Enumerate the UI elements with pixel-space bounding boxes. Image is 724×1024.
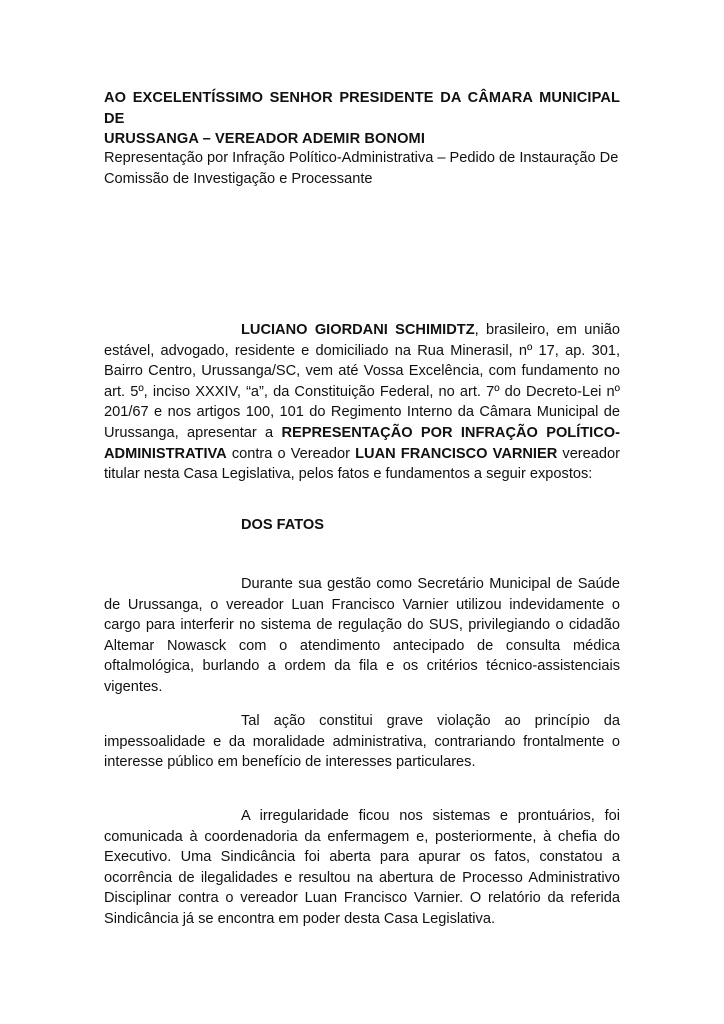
representation-title: REPRESENTAÇÃO POR INFRAÇÃO POLÍTICO-ADMINISTRATIVA [104,424,620,462]
petitioner-name: LUCIANO GIORDANI SCHIMIDTZ [241,322,475,338]
addressee-line-1: AO EXCELENTÍSSIMO SENHOR PRESIDENTE DA CÂMARA MUNICIPAL DE [104,90,620,127]
accused-name: LUAN FRANCISCO VARNIER [355,445,558,462]
facts-paragraph-3: A irregularidade ficou nos sistemas e prontuários, foi comunicada à coordenadoria da enfermagem e, posteriormente, à chefia do Executivo. Uma Sindicância foi aberta para apurar os fatos, constatou a ocorrência de ilegalidades e resultou na abertura de Processo Administrativo Disciplinar contra o vereador Luan Francisco Varnier. O relatório da referida Sindicância já se encontra em poder desta Casa Legislativa. [104,808,620,927]
section-title-facts: DOS FATOS [241,517,324,533]
addressee-heading [104,88,620,150]
intro-text-3: vereador titular nesta Casa Legislativa, pelos fatos e fundamentos a seguir expostos: [104,445,620,483]
intro-text-1: , brasileiro, em união estável, advogado, residente e domiciliado na Rua Minerasil, nº 17, ap. 301, Bairro Centro, Urussanga/SC, vem até Vossa Excelência, com fundamento no art. 5º, inciso XXXIV, “a”, da Constituição Federal, no art. 7º do Decreto-Lei nº 201/67 e nos artigos 100, 101 do Regimento Interno da Câmara Municipal de Urussanga, apresentar a [104,322,620,441]
subject-line: Representação por Infração Político-Administrativa – Pedido de Instauração De Comissão de Investigação e Processante [104,150,619,187]
facts-paragraph-1: Durante sua gestão como Secretário Municipal de Saúde de Urussanga, o vereador Luan Francisco Varnier utilizou indevidamente o cargo para interferir no sistema de regulação do SUS, privilegiando o cidadão Altemar Nowasck com o atendimento antecipado de consulta médica oftalmológica, burlando a ordem da fila e os critérios técnico-assistenciais vigentes. [104,576,620,695]
intro-paragraph [104,320,620,485]
facts-paragraph-2: Tal ação constitui grave violação ao princípio da impessoalidade e da moralidade administrativa, contrariando frontalmente o interesse público em benefício de interesses particulares. [104,713,620,771]
intro-text-2: contra o Vereador [226,445,356,462]
addressee-line-2: URUSSANGA – VEREADOR ADEMIR BONOMI [104,131,425,148]
